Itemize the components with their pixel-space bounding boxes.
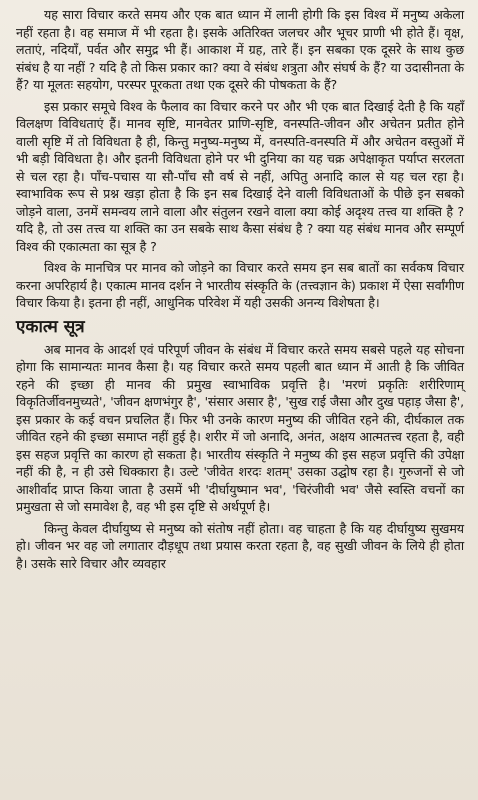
paragraph: अब मानव के आदर्श एवं परिपूर्ण जीवन के संबंध में विचार करते समय सबसे पहले यह सोचना होगा कि सामान्यतः मानव कैसा है। यह विचार करते समय पहली बात ध्यान में आती है कि जीवित रहने की इच्छा ही मानव की प्रमुख स्वाभाविक प्रवृत्ति है। 'मरणं प्रकृतिः शरीरिणाम् विकृतिर्जीवनमुच्यते', 'जीवन क्षणभंगुर है', 'संसार असार है', 'सुख राई जैसा और दुख पहाड़ जैसा है', इस प्रकार के कई वचन प्रचलित हैं। फिर भी उनके कारण मनुष्य की जीवित रहने की, दीर्घकाल तक जीवित रहने की इच्छा समाप्त नहीं हुई है। शरीर में जो अनादि, अनंत, अक्षय आत्मतत्त्व रहता है, वही इस सहज प्रवृत्ति का कारण हो सकता है। भारतीय संस्कृति ने मनुष्य की इस सहज प्रवृत्ति की उपेक्षा नहीं की है, न ही उसे धिक्कारा है। उल्टे 'जीवेत शरदः शतम्' उसका उद्घोष रहा है। गुरुजनों से जो आशीर्वाद प्राप्त किया जाता है उसमें भी 'दीर्घायुष्मान भव', 'चिरंजीवी भव' जैसे स्वस्ति वचनों का प्रमुखता से जो समावेश है, वह भी इस दृष्टि से अर्थपूर्ण है। bbox=[16, 341, 464, 514]
section-heading: एकात्म सूत्र bbox=[16, 316, 85, 337]
paragraph: विश्व के मानचित्र पर मानव को जोड़ने का विचार करते समय इन सब बातों का सर्वकष विचार करना अपरिहार्य है। एकात्म मानव दर्शन ने भारतीय संस्कृति के (तत्त्वज्ञान के) प्रकाश में ऐसा सर्वांगीण विचार किया है। इतना ही नहीं, आधुनिक परिवेश में यही उसकी अनन्य विशेषता है। bbox=[16, 260, 464, 310]
paragraph: इस प्रकार समूचे विश्व के फैलाव का विचार करने पर और भी एक बात दिखाई देती है कि यहाँ विलक्षण विविधताएं हैं। मानव सृष्टि, मानवेतर प्राणि-सृष्टि, वनस्पति-जीवन और अचेतन प्रतीत होने वाली सृष्टि में तो विविधता है ही, किन्तु मनुष्य-मनुष्य में, वनस्पति-वनस्पति में और अचेतन वस्तुओं में भी बड़ी विविधता है। और इतनी विविधता होने पर भी दुनिया का यह चक्र अपेक्षाकृत पर्याप्त सरलता से चल रहा है। पाँच-पचास या सौ-पाँच सौ वर्ष से नहीं, अपितु अनादि काल से यह चल रहा है। स्वाभाविक रूप से प्रश्न खड़ा होता है कि इन सब दिखाई देने वाली विविधताओं के पीछे इन सबको जोड़ने वाला, उनमें समन्वय लाने वाला और संतुलन रखने वाला क्या कोई अदृश्य तत्त्व या शक्ति है ? यदि है, तो उस तत्त्व या शक्ति का उन सबके साथ कैसा संबंध है ? क्या यह संबंध मानव और सम्पूर्ण विश्व की एकात्मता का सूत्र है ? bbox=[16, 98, 464, 254]
paragraph: यह सारा विचार करते समय और एक बात ध्यान में लानी होगी कि इस विश्व में मनुष्य अकेला नहीं रहता है। वह समाज में भी रहता है। इसके अतिरिक्त जलचर और भूचर प्राणी भी होते हैं। वृक्ष, लताएं, नदियाँ, पर्वत और समुद्र भी हैं। आकाश में ग्रह, तारे हैं। इन सबका एक दूसरे के साथ कुछ संबंध है या नहीं ? यदि है तो किस प्रकार का? क्या वे संबंध शत्रुता और संघर्ष के हैं? या उदासीनता के हैं? या मूलतः सहयोग, परस्पर पूरकता तथा एक दूसरे की पोषकता के हैं? bbox=[16, 7, 464, 92]
paragraph: किन्तु केवल दीर्घायुष्य से मनुष्य को संतोष नहीं होता। वह चाहता है कि यह दीर्घायुष्य सुखमय हो। जीवन भर वह जो लगातार दौड़धूप तथा प्रयास करता रहता है, वह सुखी जीवन के लिये ही होता है। उसके सारे विचार और व्यवहार bbox=[16, 520, 464, 571]
